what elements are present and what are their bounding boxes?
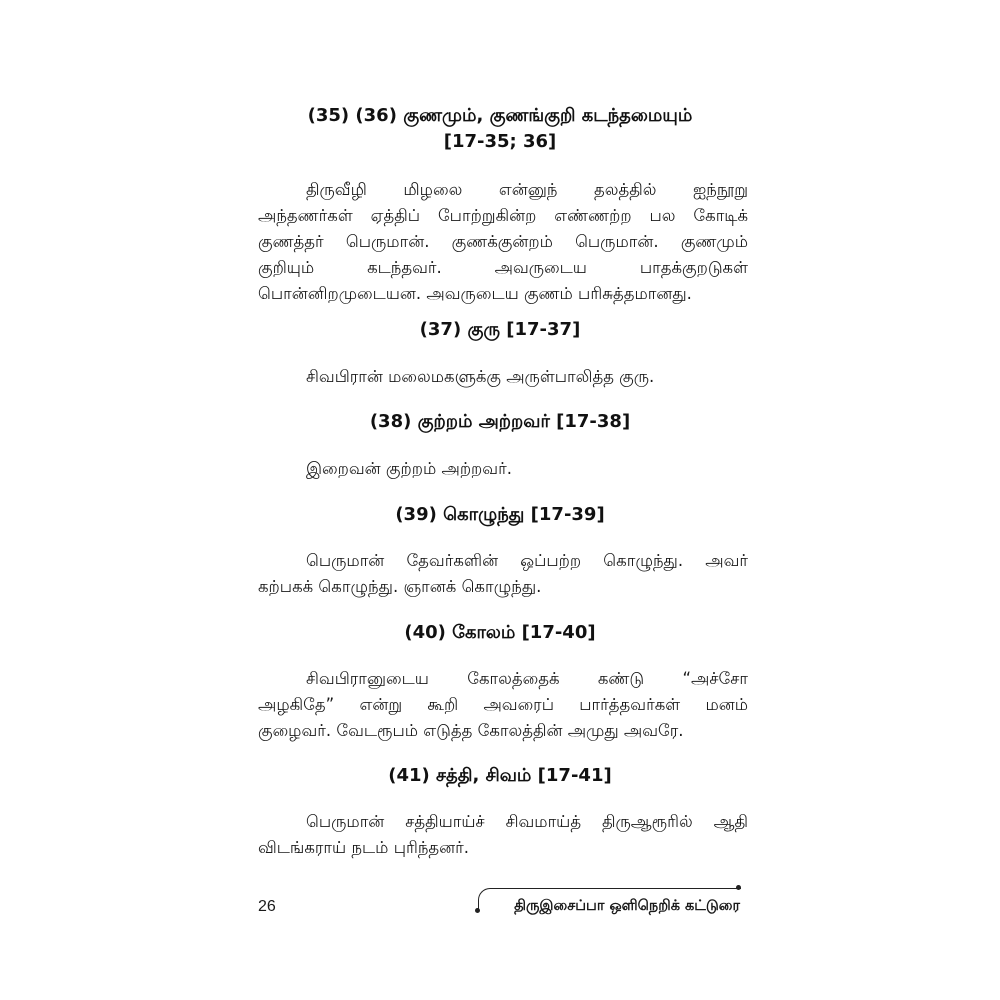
heading-line: [17-35; 36] — [443, 131, 557, 152]
paragraph-line: அந்தணர்கள் ஏத்திப் போற்றுகின்ற எண்ணற்ற பல கோடிக் — [258, 206, 748, 225]
paragraph-line: கற்பகக் கொழுந்து. ஞானக் கொழுந்து. — [258, 577, 542, 596]
section-paragraph-41 — [258, 809, 748, 861]
page-number: 26 — [258, 898, 276, 915]
footer-rule-dot — [475, 908, 480, 913]
section-paragraph-37 — [258, 364, 748, 390]
paragraph-line: சிவபிரானுடைய கோலத்தைக் கண்டு “அச்சோ — [306, 669, 748, 688]
section-heading-40 — [230, 620, 770, 646]
paragraph-line: குழைவர். வேடரூபம் எடுத்த கோலத்தின் அமுது அவரே. — [258, 721, 684, 740]
section-paragraph-39 — [258, 548, 748, 600]
paragraph-line: பெருமான் தேவர்களின் ஒப்பற்ற கொழுந்து. அவர் — [306, 551, 748, 570]
footer-book-title: திருஇசைப்பா ஒளிநெறிக் கட்டுரை — [514, 898, 740, 914]
heading-line: (37) குரு [17-37] — [419, 319, 581, 340]
paragraph-line: குணத்தர் பெருமான். குணக்குன்றம் பெருமான். குணமும் — [258, 232, 748, 251]
section-paragraph-35-36 — [258, 177, 748, 307]
paragraph-line: விடங்கராய் நடம் புரிந்தனர். — [258, 838, 470, 857]
paragraph-line: பொன்னிறமுடையன. அவருடைய குணம் பரிசுத்தமானது. — [258, 284, 692, 303]
paragraph-line: சிவபிரான் மலைமகளுக்கு அருள்பாலித்த குரு. — [306, 367, 655, 386]
section-heading-41 — [230, 763, 770, 789]
heading-line: (38) குற்றம் அற்றவர் [17-38] — [369, 411, 631, 432]
section-heading-38 — [230, 409, 770, 435]
heading-line: (41) சத்தி, சிவம் [17-41] — [388, 765, 612, 786]
section-paragraph-40 — [258, 666, 748, 744]
section-heading-39 — [230, 502, 770, 528]
paragraph-line: இறைவன் குற்றம் அற்றவர். — [306, 459, 512, 478]
paragraph-line: அழகிதே” என்று கூறி அவரைப் பார்த்தவர்கள் மனம் — [258, 695, 748, 714]
paragraph-line: பெருமான் சத்தியாய்ச் சிவமாய்த் திருஆரூரில் ஆதி — [306, 812, 748, 831]
section-heading-35-36 — [230, 103, 770, 155]
paragraph-line: திருவீழி மிழலை என்னுந் தலத்தில் ஐந்நூறு — [306, 180, 748, 199]
section-paragraph-38 — [258, 456, 748, 482]
heading-line: (39) கொழுந்து [17-39] — [395, 504, 605, 525]
section-heading-37 — [230, 317, 770, 343]
footer-rule-dot — [736, 885, 741, 890]
heading-line: (40) கோலம் [17-40] — [404, 622, 596, 643]
heading-line: (35) (36) குணமும், குணங்குறி கடந்தமையும் — [307, 105, 693, 126]
paragraph-line: குறியும் கடந்தவர். அவருடைய பாதக்குறடுகள் — [258, 258, 748, 277]
